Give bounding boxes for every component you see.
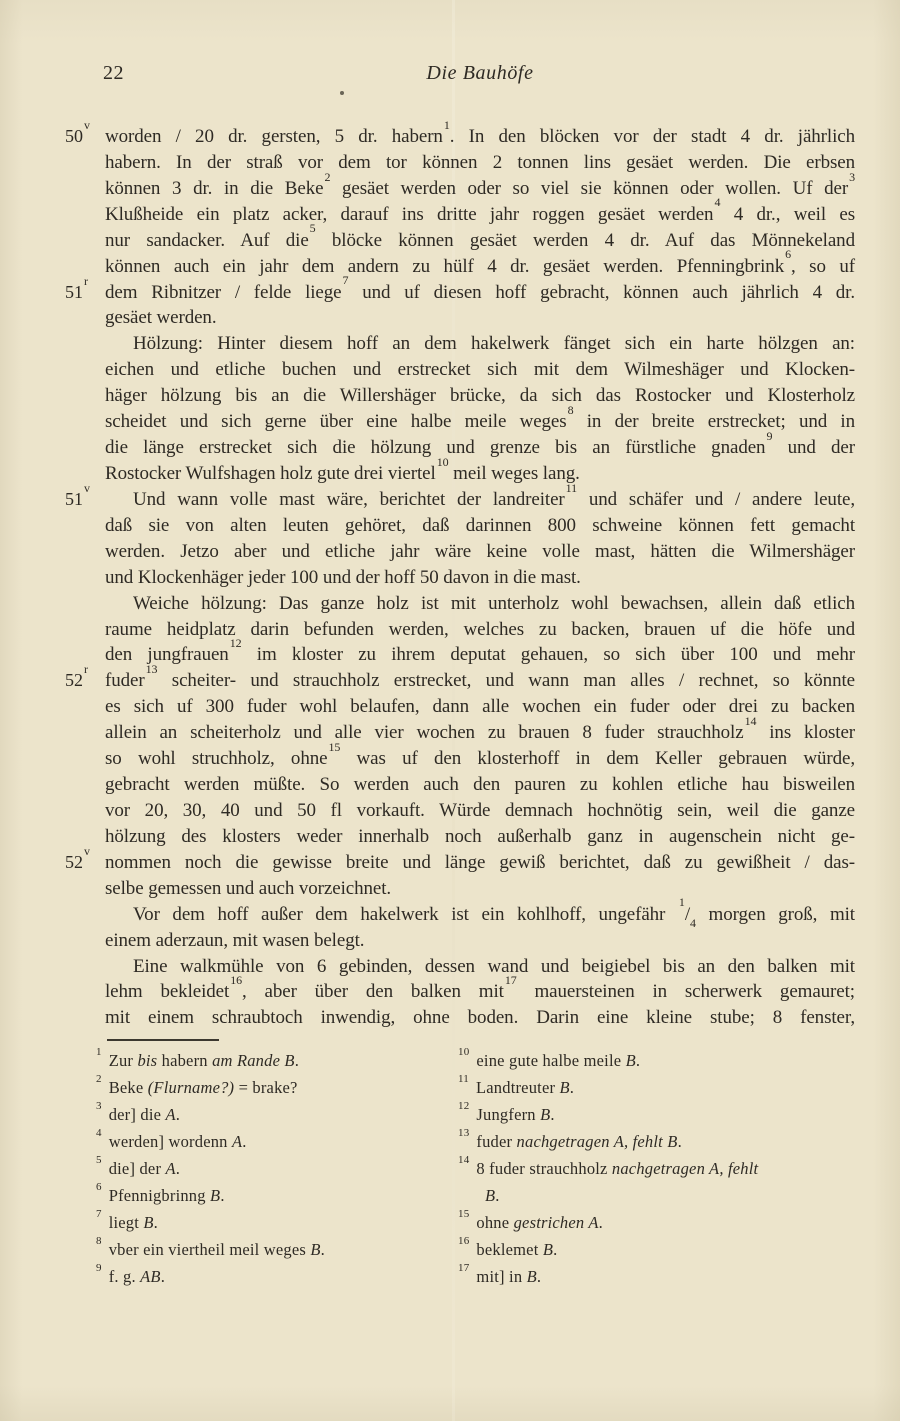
folio-marker: 51$^r$ [65, 273, 88, 302]
footnote [96, 1155, 458, 1182]
line-text: Weiche hölzung: Das ganze holz ist mit unterholz wohl bewachsen, allein daß etlich [133, 592, 855, 614]
line-text: daß sie von alten leuten gehöret, daß darinnen 800 schweine können fett gemacht [105, 514, 855, 536]
line-text: habern. In der straß vor dem tor können 2 tonnen lins gesäet werden. Die erbsen [105, 151, 855, 173]
text-line [105, 694, 855, 720]
text-line [105, 402, 856, 435]
text-line [105, 539, 855, 565]
text-line [105, 247, 855, 280]
line-text: Rostocker Wulfshagen holz gute drei viertel$^{10}$ meil weges lang. [105, 454, 580, 484]
line-text: nommen noch die gewisse breite und länge gewiß berichtet, daß zu gewißheit / das- [105, 851, 855, 873]
footnote-text: Landtreuter B. [476, 1078, 575, 1097]
folio-marker: 50$^v$ [65, 118, 90, 146]
text-line [105, 591, 855, 617]
text-line [105, 1005, 855, 1031]
line-text: allein an scheiterholz und alle vier wochen zu brauen 8 fuder strauchholz$^{14}$ ins kloster [105, 713, 856, 744]
text-line [105, 221, 855, 254]
running-title: Die Bauhöfe [426, 62, 534, 84]
body-text [65, 117, 856, 1031]
line-text: den jungfrauen$^{12}$ im kloster zu ihrem deputat gehauen, so sich über 100 und mehr [105, 636, 855, 666]
text-line [105, 954, 855, 980]
footnote-text: f. g. AB. [108, 1267, 166, 1286]
line-text: können 3 dr. in die Beke$^2$ gesäet werden oder so viel sie können oder wollen. Uf der$^3$ [105, 169, 855, 199]
footnote [96, 1209, 458, 1236]
footnote [96, 1182, 458, 1209]
text-line [65, 480, 855, 513]
footnote-number: 3 [96, 1099, 102, 1112]
text-line [105, 973, 855, 1005]
footnote-number: 6 [96, 1180, 102, 1193]
text-line [105, 383, 855, 409]
footnote [96, 1128, 458, 1155]
text-line [105, 428, 855, 461]
line-text: raume heidplatz darin befunden werden, welches zu backen, brauen uf die höfe und [105, 618, 855, 640]
text-line [105, 513, 855, 539]
line-text: und Klockenhäger jeder 100 und der hoff 50 davon in die mast. [105, 566, 581, 588]
text-line [105, 713, 856, 746]
text-line [105, 876, 855, 902]
line-text: mit einem schraubtoch inwendig, ohne boden. Darin eine kleine stube; 8 fenster, [105, 1007, 855, 1029]
footnote-number: 16 [458, 1234, 470, 1247]
text-line [105, 305, 855, 331]
text-line [105, 565, 855, 591]
footnote-text: die] der A. [108, 1159, 181, 1178]
text-line [105, 195, 856, 228]
text-line [105, 331, 855, 357]
footnote-text: 8 fuder strauchholz nachgetragen A, fehlt B. [476, 1159, 759, 1205]
footnote-text: Pfennigbrinng B. [108, 1186, 225, 1205]
line-text: einem aderzaun, mit wasen belegt. [105, 929, 365, 951]
footnote-number: 8 [96, 1234, 102, 1247]
footnote-number: 7 [96, 1207, 102, 1220]
running-header [105, 62, 855, 88]
footnote [96, 1263, 458, 1290]
line-text: Hölzung: Hinter diesem hoff an dem hakelwerk fänget sich ein harte hölzgen an: [133, 333, 855, 355]
line-text: eichen und etliche buchen und erstrecket sich mit dem Wilmeshäger und Klocken- [105, 359, 855, 381]
line-text: Klußheide ein platz acker, darauf ins dritte jahr roggen gesäet werden$^4$ 4 dr., weil es [105, 195, 856, 225]
text-line [105, 617, 855, 643]
footnote-text: liegt B. [108, 1213, 158, 1232]
folio-marker: 52$^v$ [65, 843, 90, 872]
footnote-text: eine gute halbe meile B. [476, 1051, 641, 1070]
line-text: lehm bekleidet$^{16}$, aber über den balken mit$^{17}$ mauersteinen in scherwerk gemauret; [105, 973, 855, 1003]
footnote-text: Jungfern B. [476, 1105, 555, 1124]
footnote [96, 1236, 458, 1263]
page-number: 22 [103, 62, 124, 84]
footnote [458, 1209, 860, 1236]
footnote-number: 11 [458, 1072, 469, 1085]
footnote-text: ohne gestrichen A. [476, 1213, 603, 1232]
footnote-number: 17 [458, 1261, 470, 1274]
footnote-number: 14 [458, 1153, 470, 1166]
line-text: häger hölzung bis an die Willershäger brücke, da sich das Rostocker und Klosterholz [105, 385, 855, 407]
footnote-separator [107, 1039, 219, 1041]
text-line [105, 824, 855, 850]
footnote-column-left [96, 1047, 458, 1290]
line-text: können auch ein jahr dem andern zu hülf 4 dr. gesäet werden. Pfenningbrink$^6$, so uf [105, 247, 855, 277]
text-line [65, 662, 855, 694]
folio-marker: 51$^v$ [65, 480, 90, 509]
text-line [105, 454, 855, 487]
footnote [96, 1074, 458, 1101]
footnote [458, 1236, 860, 1263]
text-line [105, 636, 855, 668]
line-text: gebracht werden müßte. So werden auch den pauren zu kohlen etliche hau bisweilen [105, 774, 855, 796]
folio-marker: 52$^r$ [65, 662, 88, 691]
footnote-text: Beke (Flurname?) = brake? [108, 1078, 298, 1097]
footnote-text: Zur bis habern am Rande B. [108, 1051, 300, 1070]
footnote-column-right [458, 1047, 860, 1290]
footnote-number: 12 [458, 1099, 470, 1112]
text-line [65, 273, 856, 306]
ink-speck [340, 91, 344, 95]
footnote [96, 1047, 458, 1074]
text-line [105, 928, 855, 954]
line-text: es sich uf 300 fuder wohl belaufen, dann alle wochen ein fuder oder drei zu backen [105, 696, 855, 718]
footnote-text: werden] wordenn A. [108, 1132, 247, 1151]
footnote-number: 4 [96, 1126, 102, 1139]
footnote [458, 1128, 860, 1155]
line-text: fuder$^{13}$ scheiter- und strauchholz erstrecket, und wann man alles / rechnet, so könnte [105, 662, 855, 692]
line-text: Eine walkmühle von 6 gebinden, dessen wand und beigiebel bis an den balken mit [133, 955, 855, 977]
line-text: Und wann volle mast wäre, berichtet der landreiter$^{11}$ und schäfer und / andere leute, [133, 480, 855, 510]
line-text: selbe gemessen und auch vorzeichnet. [105, 877, 392, 899]
text-line [65, 117, 855, 150]
footnote [458, 1101, 860, 1128]
footnotes [96, 1047, 860, 1290]
text-line [105, 169, 855, 202]
footnote-number: 5 [96, 1153, 102, 1166]
footnote [458, 1263, 860, 1290]
line-text: gesäet werden. [105, 307, 217, 329]
line-text: vor 20, 30, 40 und 50 fl vorkauft. Würde demnach hochnötig sein, weil die ganze [105, 799, 855, 821]
footnote-number: 10 [458, 1045, 470, 1058]
line-text: werden. Jetzo aber und etliche jahr wäre keine volle mast, hätten die Wilmershäger [105, 540, 855, 562]
text-line [105, 798, 855, 824]
line-text: die länge erstrecket sich die hölzung und grenze bis an fürstliche gnaden$^9$ und der [105, 428, 855, 459]
text-line [105, 739, 855, 772]
footnote-text: der] die A. [108, 1105, 181, 1124]
line-text: dem Ribnitzer / felde liege$^7$ und uf diesen hoff gebracht, können auch jährlich 4 dr. [105, 273, 856, 303]
text-line [105, 357, 855, 383]
footnote-number: 2 [96, 1072, 102, 1085]
line-text: Vor dem hoff außer dem hakelwerk ist ein kohlhoff, ungefähr $^1/_4$ morgen groß, mit [133, 895, 855, 931]
line-text: so wohl struchholz, ohne$^{15}$ was uf den klosterhoff in dem Keller gebrauen würde, [105, 739, 855, 770]
text-line [105, 895, 855, 931]
line-text: hölzung des klosters weder innerhalb noch außerhalb ganz in augenschein nicht ge- [105, 825, 855, 847]
text-line [65, 843, 855, 876]
footnote [458, 1074, 860, 1101]
line-text: nur sandacker. Auf die$^5$ blöcke können gesäet werden 4 dr. Auf das Mönnekeland [105, 221, 855, 251]
footnote-text: fuder nachgetragen A, fehlt B. [476, 1132, 682, 1151]
footnote [458, 1155, 860, 1209]
footnote-number: 15 [458, 1207, 470, 1220]
footnote [96, 1101, 458, 1128]
footnote-number: 9 [96, 1261, 102, 1274]
footnote-text: vber ein viertheil meil weges B. [108, 1240, 325, 1259]
text-line [105, 150, 855, 176]
footnote [458, 1047, 860, 1074]
footnote-number: 1 [96, 1045, 102, 1058]
text-line [105, 772, 855, 798]
footnote-text: mit] in B. [476, 1267, 542, 1286]
footnote-number: 13 [458, 1126, 470, 1139]
footnote-text: beklemet B. [476, 1240, 558, 1259]
line-text: scheidet und sich gerne über eine halbe meile weges$^8$ in der breite erstrecket; und in [105, 402, 856, 433]
line-text: worden / 20 dr. gersten, 5 dr. habern$^1$. In den blöcken vor der stadt 4 dr. jährlich [105, 117, 855, 147]
